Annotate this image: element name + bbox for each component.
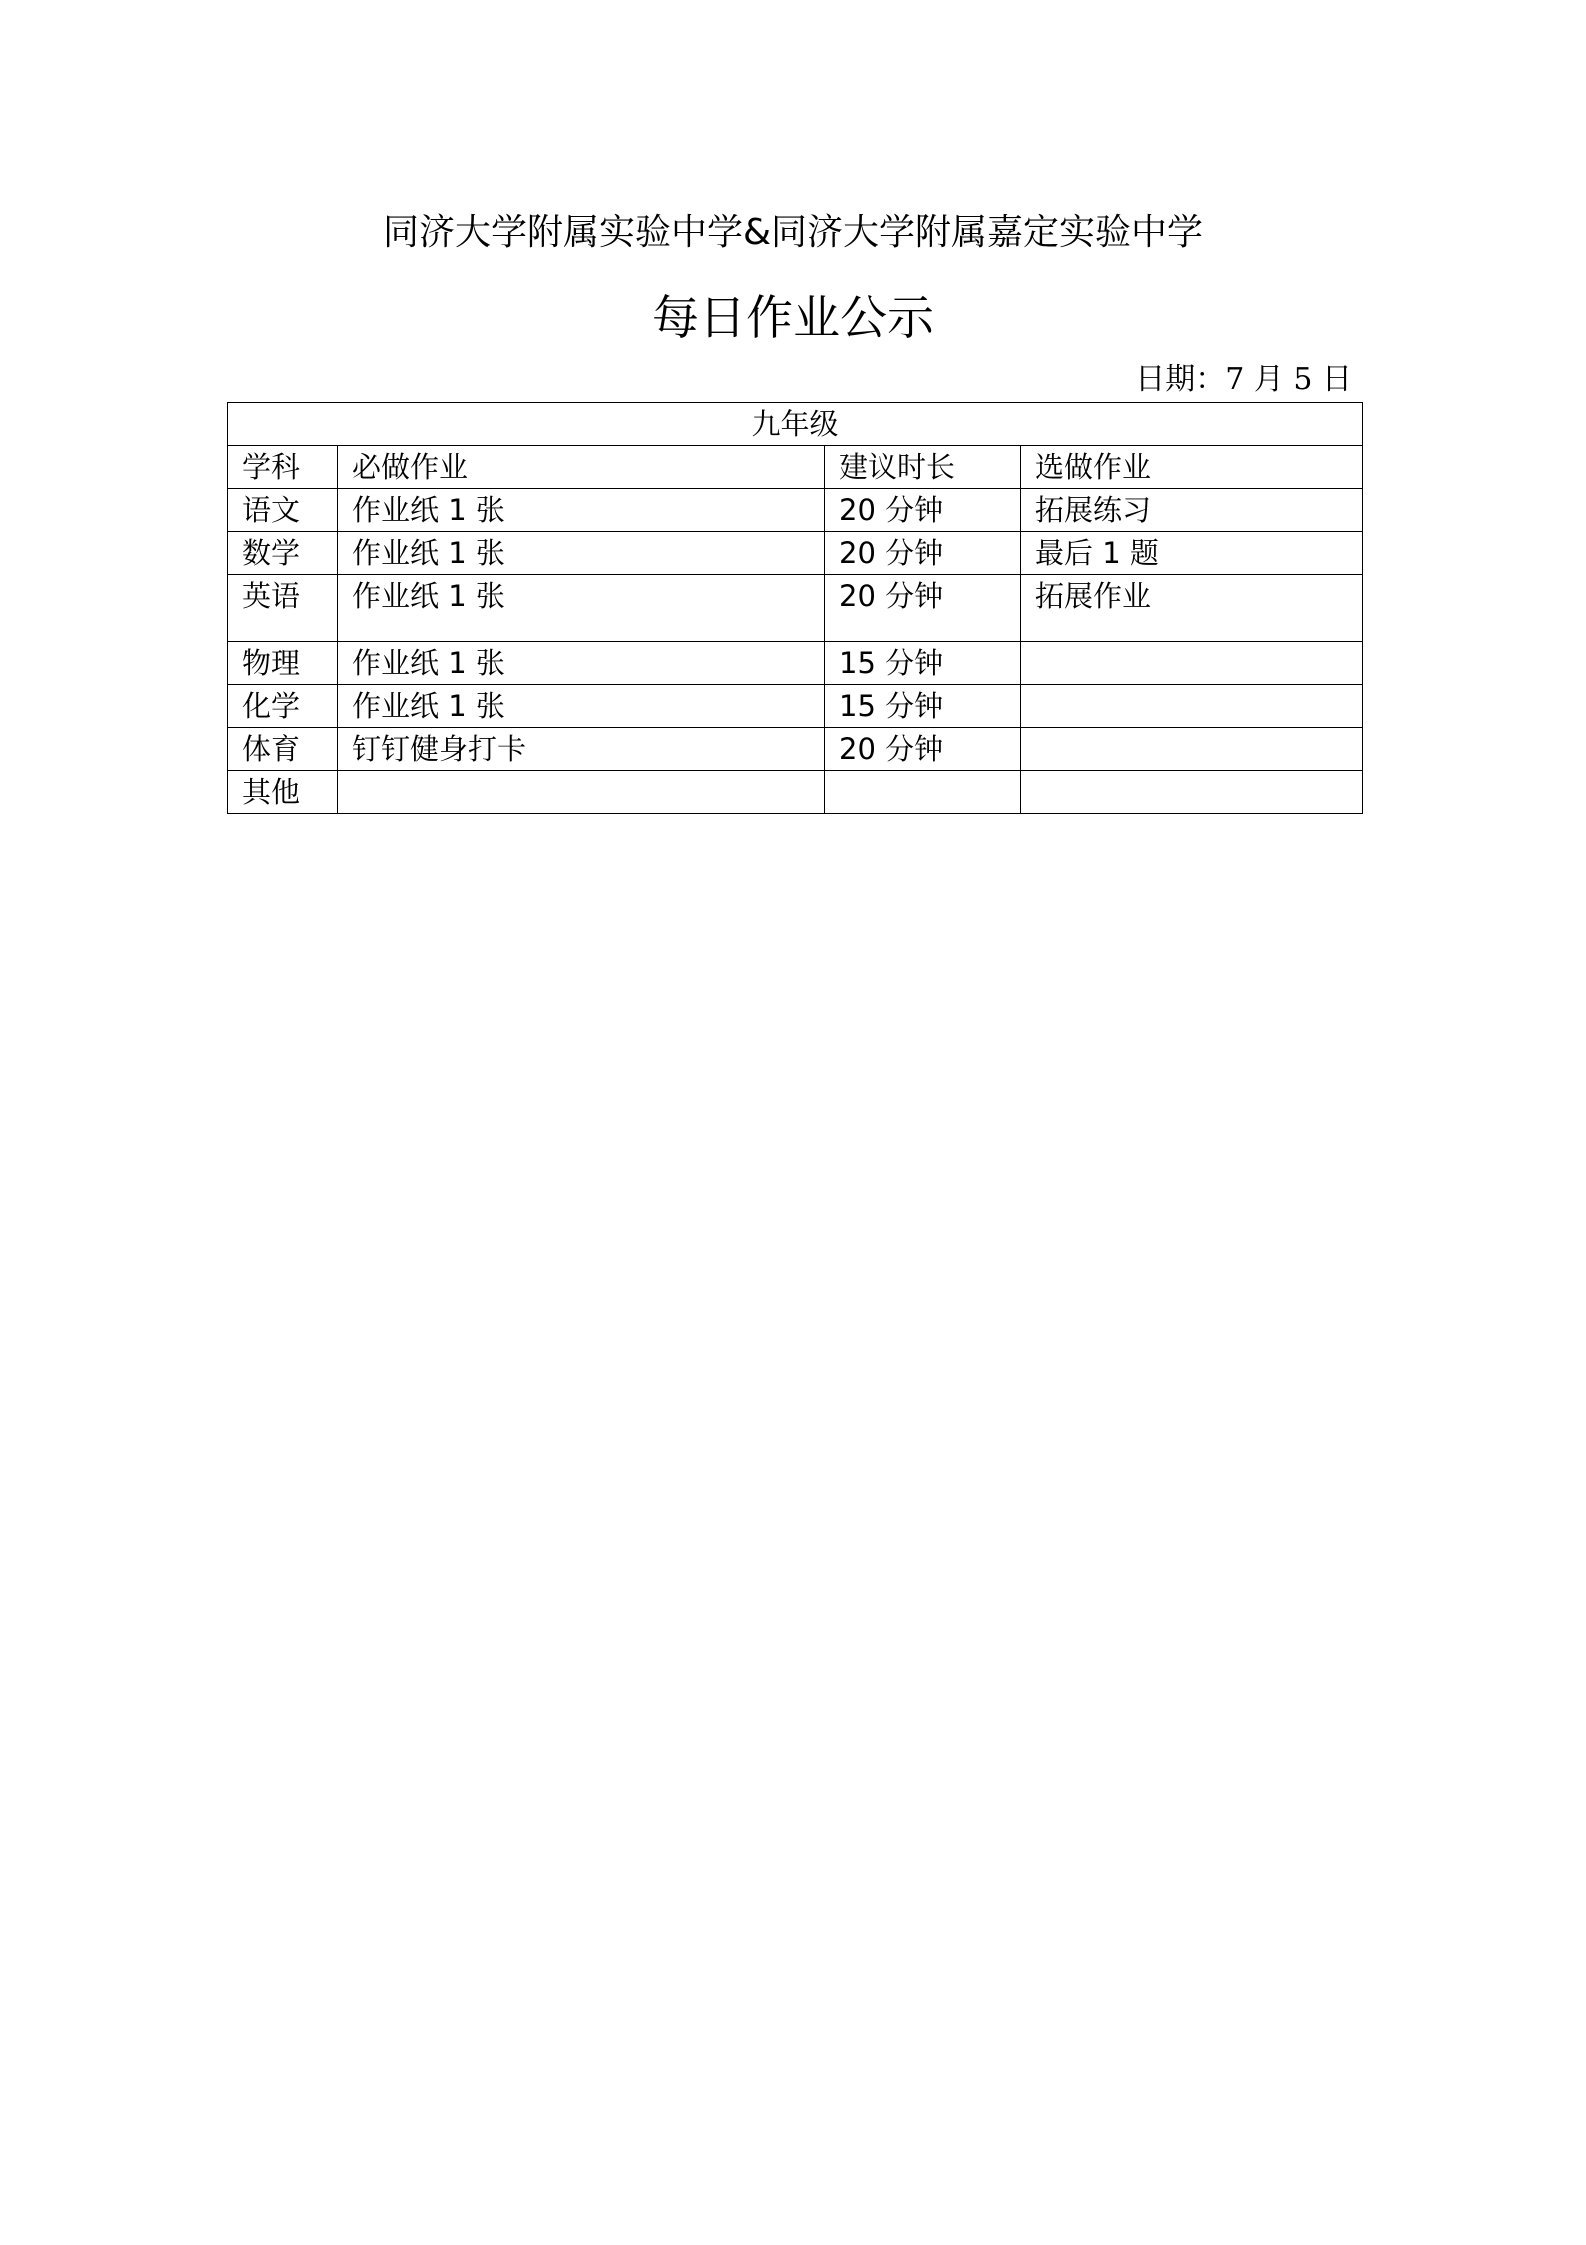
optional-cell [1021, 771, 1363, 814]
subject-cell: 数学 [228, 532, 338, 575]
duration-cell: 20 分钟 [825, 575, 1021, 642]
homework-table [227, 402, 1363, 814]
table-row [228, 728, 1363, 771]
subject-cell: 其他 [228, 771, 338, 814]
column-header-optional: 选做作业 [1021, 446, 1363, 489]
optional-cell: 拓展练习 [1021, 489, 1363, 532]
duration-cell: 20 分钟 [825, 728, 1021, 771]
required-cell: 作业纸 1 张 [338, 642, 825, 685]
required-cell: 作业纸 1 张 [338, 575, 825, 642]
column-header-required: 必做作业 [338, 446, 825, 489]
table-row [228, 532, 1363, 575]
required-cell: 作业纸 1 张 [338, 685, 825, 728]
optional-cell [1021, 642, 1363, 685]
grade-label: 九年级 [228, 403, 1363, 446]
required-cell: 作业纸 1 张 [338, 489, 825, 532]
subject-cell: 化学 [228, 685, 338, 728]
optional-cell [1021, 728, 1363, 771]
optional-cell: 拓展作业 [1021, 575, 1363, 642]
duration-cell: 20 分钟 [825, 489, 1021, 532]
required-cell [338, 771, 825, 814]
date-label: 日期：7 月 5 日 [1135, 362, 1352, 397]
table-row [228, 575, 1363, 642]
table-row [228, 771, 1363, 814]
required-cell: 作业纸 1 张 [338, 532, 825, 575]
required-cell: 钉钉健身打卡 [338, 728, 825, 771]
subject-cell: 物理 [228, 642, 338, 685]
table-row [228, 685, 1363, 728]
table-row [228, 489, 1363, 532]
optional-cell: 最后 1 题 [1021, 532, 1363, 575]
header-row [228, 446, 1363, 489]
table-row [228, 642, 1363, 685]
column-header-subject: 学科 [228, 446, 338, 489]
duration-cell: 15 分钟 [825, 642, 1021, 685]
grade-row [228, 403, 1363, 446]
duration-cell: 20 分钟 [825, 532, 1021, 575]
duration-cell: 15 分钟 [825, 685, 1021, 728]
page-title: 每日作业公示 [652, 291, 934, 346]
subject-cell: 体育 [228, 728, 338, 771]
subject-cell: 英语 [228, 575, 338, 642]
school-name: 同济大学附属实验中学&同济大学附属嘉定实验中学 [382, 212, 1204, 253]
optional-cell [1021, 685, 1363, 728]
duration-cell [825, 771, 1021, 814]
column-header-duration: 建议时长 [825, 446, 1021, 489]
subject-cell: 语文 [228, 489, 338, 532]
